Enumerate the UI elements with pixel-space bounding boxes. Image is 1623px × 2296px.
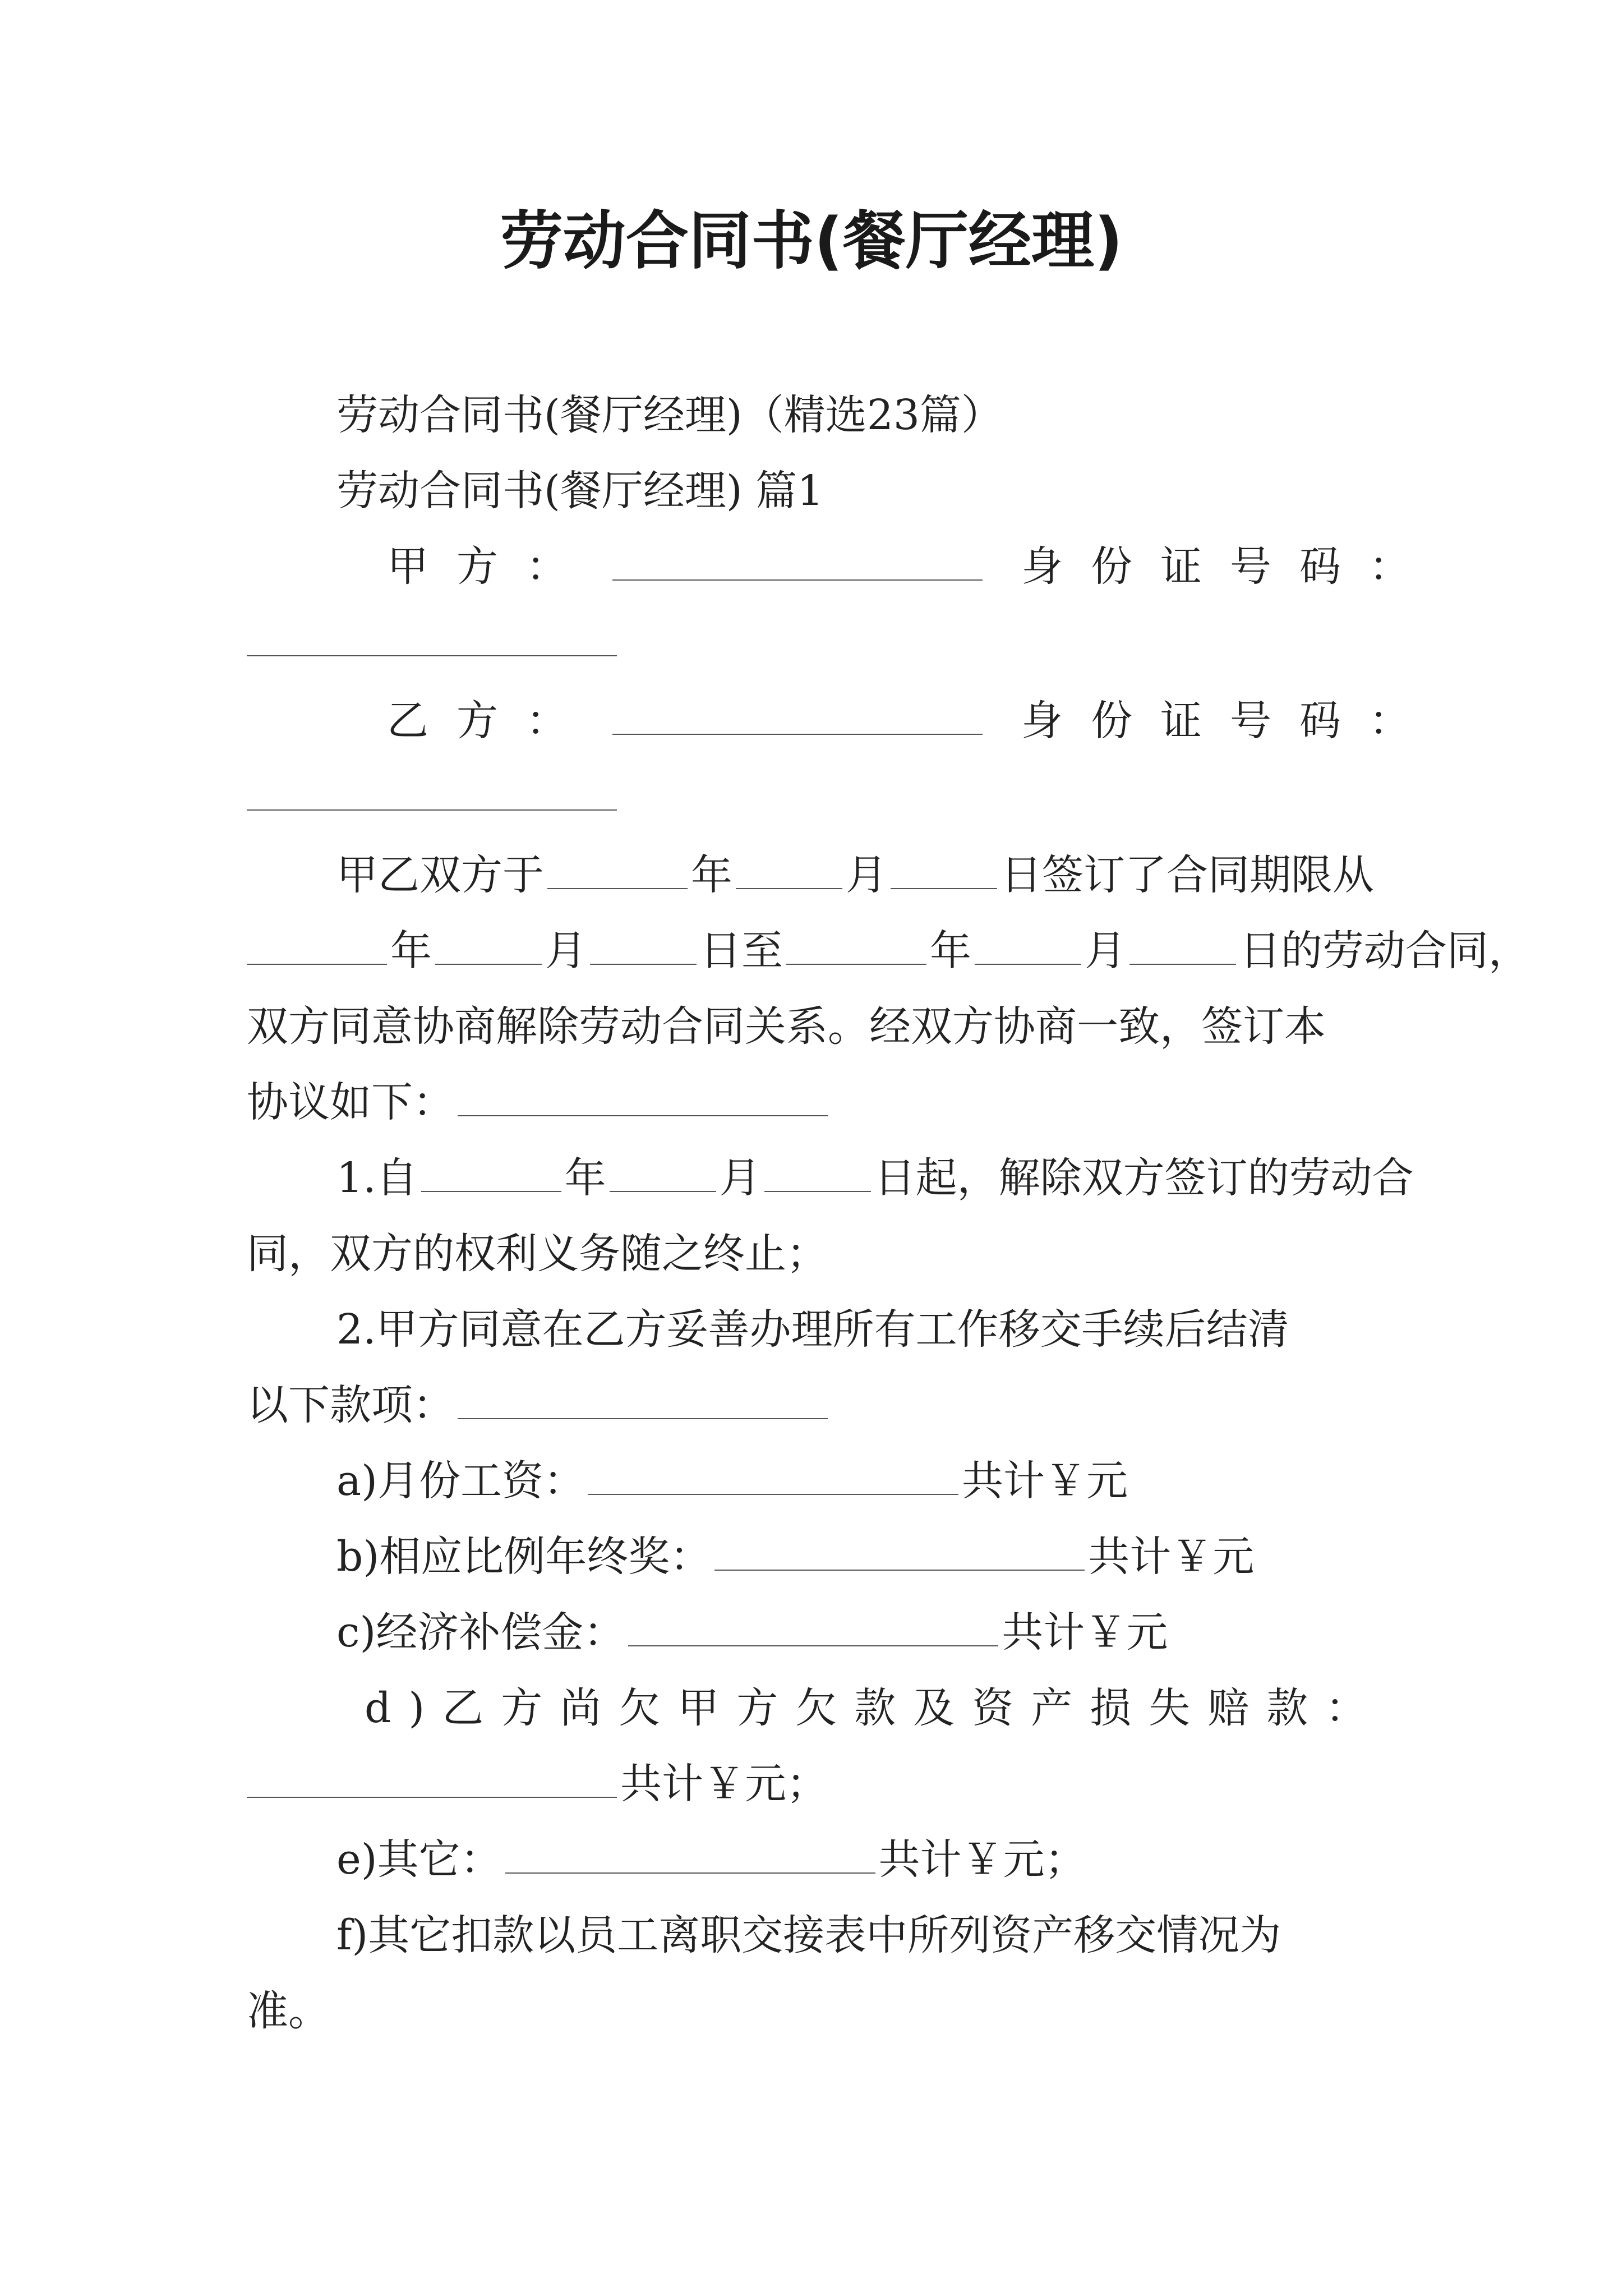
item-d-total: 共计￥元； — [620, 1760, 828, 1808]
item-a-row — [247, 1447, 1391, 1515]
start-day-text: 日至 — [700, 927, 783, 975]
item-b-label: b)相应比例年终奖： — [336, 1533, 712, 1581]
end-day-blank — [1129, 922, 1236, 965]
party-b-id-label: 身份证号码： — [1021, 697, 1439, 745]
item-c-blank — [628, 1604, 998, 1646]
party-a-name-blank — [612, 538, 983, 581]
party-a-label: 甲方： — [387, 542, 596, 591]
end-day-text: 日的劳动合同， — [1239, 927, 1530, 975]
item-1-text: 日起，解除双方签订的劳动合 — [874, 1154, 1414, 1202]
end-month-blank — [975, 922, 1081, 965]
item-1-line-2: 同，双方的权利义务随之终止； — [247, 1230, 828, 1278]
paragraph-1-line-1 — [247, 841, 1391, 909]
item-d-row-2 — [247, 1750, 1391, 1818]
subtitle: 劳动合同书(餐厅经理)（精选23篇） — [336, 391, 1003, 439]
item-1-year-blank — [421, 1149, 561, 1192]
item-1-month-blank — [610, 1149, 716, 1192]
start-month-text: 月 — [545, 927, 587, 975]
document-title: 劳动合同书(餐厅经理) — [500, 205, 1123, 278]
item-1-day-blank — [764, 1149, 871, 1192]
item-e-blank — [505, 1831, 875, 1874]
party-b-row — [247, 687, 1439, 754]
item-b-blank — [714, 1528, 1085, 1571]
item-a-label: a)月份工资： — [336, 1457, 585, 1505]
year-blank — [547, 846, 688, 889]
party-a-id-row — [247, 609, 1391, 676]
item-d-blank — [247, 1755, 617, 1798]
agreement-intro: 协议如下： — [247, 1078, 454, 1126]
item-c-label: c)经济补偿金： — [336, 1608, 625, 1657]
party-b-name-blank — [612, 692, 983, 735]
item-c-row — [247, 1599, 1391, 1666]
item-b-row — [247, 1523, 1391, 1590]
party-b-label: 乙方： — [387, 697, 596, 745]
item-2-text: 以下款项： — [247, 1381, 454, 1429]
p1-text-a: 甲乙双方于 — [336, 851, 544, 899]
item-e-total: 共计￥元； — [878, 1835, 1086, 1884]
agreement-blank — [458, 1074, 828, 1116]
item-1-year: 年 — [564, 1154, 606, 1202]
item-f-line-1: f)其它扣款以员工离职交接表中所列资产移交情况为 — [336, 1911, 1281, 1959]
p1-day-signed: 日签订了合同期限从 — [1000, 851, 1374, 899]
item-a-blank — [588, 1452, 958, 1495]
paragraph-1-line-4 — [247, 1069, 1391, 1136]
p1-year: 年 — [691, 851, 732, 899]
end-month-text: 月 — [1085, 927, 1126, 975]
item-2-line-1: 2.甲方同意在乙方妥善办理所有工作移交手续后结清 — [336, 1305, 1289, 1354]
start-day-blank — [590, 922, 697, 965]
item-2-line-2 — [247, 1372, 1391, 1439]
start-month-blank — [435, 922, 542, 965]
item-e-label: e)其它： — [336, 1835, 502, 1884]
end-year-text: 年 — [930, 927, 971, 975]
day-blank — [891, 846, 997, 889]
end-year-blank — [786, 922, 926, 965]
item-b-total: 共计￥元 — [1088, 1533, 1255, 1581]
paragraph-1-line-3: 双方同意协商解除劳动合同关系。经双方协商一致，签订本 — [247, 1002, 1326, 1051]
section-heading: 劳动合同书(餐厅经理) 篇1 — [336, 467, 824, 515]
p1-month: 月 — [846, 851, 887, 899]
item-d-label: d)乙方尚欠甲方欠款及资产损失赔款： — [365, 1684, 1385, 1732]
paragraph-1-line-2 — [247, 917, 1530, 984]
party-b-id-row — [247, 763, 1391, 830]
party-a-id-blank — [247, 614, 617, 656]
month-blank — [736, 846, 842, 889]
party-a-row — [247, 533, 1439, 600]
start-year-text: 年 — [390, 927, 432, 975]
item-d-row — [247, 1674, 1391, 1742]
item-1-line-1 — [247, 1144, 1414, 1212]
item-f-line-2: 准。 — [247, 1987, 330, 2035]
item-a-total: 共计￥元 — [962, 1457, 1128, 1505]
item-1-month: 月 — [719, 1154, 761, 1202]
party-a-id-label: 身份证号码： — [1021, 542, 1439, 591]
item-1-prefix: 1.自 — [336, 1154, 418, 1202]
item-c-total: 共计￥元 — [1002, 1608, 1168, 1657]
party-b-id-blank — [247, 768, 617, 811]
item-e-row — [247, 1826, 1391, 1893]
item-2-blank — [458, 1377, 828, 1419]
start-year-blank — [247, 922, 387, 965]
